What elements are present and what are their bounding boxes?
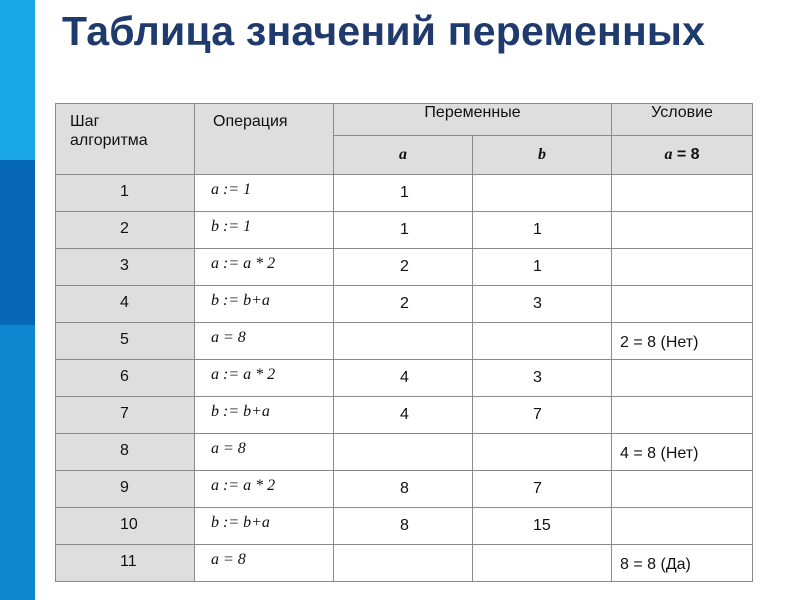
operation-cell: a = 8 [195, 323, 334, 360]
step-cell: 3 [56, 249, 195, 286]
table-row [56, 360, 753, 397]
operation-cell: a := 1 [195, 175, 334, 212]
subheader-condition-expr: a = 8 [612, 136, 753, 175]
value-b-cell: 7 [473, 471, 612, 508]
table-row [56, 175, 753, 212]
table-row [56, 508, 753, 545]
value-b-cell: 1 [473, 249, 612, 286]
step-cell: 4 [56, 286, 195, 323]
condition-cell [612, 360, 753, 397]
condition-cell [612, 508, 753, 545]
header-step: Шаг алгоритма [56, 104, 195, 175]
operation-cell: a = 8 [195, 434, 334, 471]
condition-cell [612, 286, 753, 323]
operation-cell: b := b+a [195, 397, 334, 434]
condition-cell: 4 = 8 (Нет) [612, 434, 753, 471]
step-cell: 2 [56, 212, 195, 249]
value-b-cell: 3 [473, 360, 612, 397]
operation-cell: a := a * 2 [195, 360, 334, 397]
operation-cell: b := 1 [195, 212, 334, 249]
operation-cell: a := a * 2 [195, 249, 334, 286]
operation-cell: b := b+a [195, 286, 334, 323]
table-header-row [56, 104, 753, 136]
value-b-cell: 7 [473, 397, 612, 434]
condition-cell: 8 = 8 (Да) [612, 545, 753, 582]
value-b-cell [473, 545, 612, 582]
operation-cell: a = 8 [195, 545, 334, 582]
condition-cell [612, 471, 753, 508]
value-a-cell [334, 434, 473, 471]
value-a-cell: 4 [334, 397, 473, 434]
accent-bar-middle [0, 160, 35, 325]
condition-cell [612, 212, 753, 249]
variables-table [55, 103, 753, 582]
step-cell: 9 [56, 471, 195, 508]
table-body [56, 175, 753, 582]
step-cell: 10 [56, 508, 195, 545]
value-b-cell: 15 [473, 508, 612, 545]
value-a-cell: 1 [334, 212, 473, 249]
value-b-cell [473, 175, 612, 212]
value-a-cell: 4 [334, 360, 473, 397]
value-a-cell [334, 323, 473, 360]
condition-cell [612, 397, 753, 434]
step-cell: 6 [56, 360, 195, 397]
table-row [56, 323, 753, 360]
value-a-cell: 8 [334, 508, 473, 545]
header-condition: Условие [612, 104, 753, 136]
header-operation: Операция [195, 104, 334, 175]
condition-cell: 2 = 8 (Нет) [612, 323, 753, 360]
header-variables: Переменные [334, 104, 612, 136]
value-b-cell [473, 434, 612, 471]
page-title: Таблица значений переменных [62, 8, 706, 54]
operation-cell: b := b+a [195, 508, 334, 545]
condition-cell [612, 175, 753, 212]
table-row [56, 397, 753, 434]
table-row [56, 471, 753, 508]
table-row [56, 249, 753, 286]
step-cell: 1 [56, 175, 195, 212]
condition-cell [612, 249, 753, 286]
value-b-cell: 1 [473, 212, 612, 249]
table-row [56, 212, 753, 249]
table-row [56, 286, 753, 323]
value-b-cell: 3 [473, 286, 612, 323]
step-cell: 11 [56, 545, 195, 582]
value-a-cell: 8 [334, 471, 473, 508]
subheader-var-b: b [473, 136, 612, 175]
value-a-cell: 1 [334, 175, 473, 212]
value-a-cell: 2 [334, 286, 473, 323]
step-cell: 5 [56, 323, 195, 360]
value-b-cell [473, 323, 612, 360]
step-cell: 8 [56, 434, 195, 471]
accent-bar-top [0, 0, 35, 160]
subheader-var-a: a [334, 136, 473, 175]
value-a-cell: 2 [334, 249, 473, 286]
accent-bar-bottom [0, 325, 35, 600]
operation-cell: a := a * 2 [195, 471, 334, 508]
value-a-cell [334, 545, 473, 582]
left-accent-bar [0, 0, 35, 600]
step-cell: 7 [56, 397, 195, 434]
table-row [56, 545, 753, 582]
table-row [56, 434, 753, 471]
